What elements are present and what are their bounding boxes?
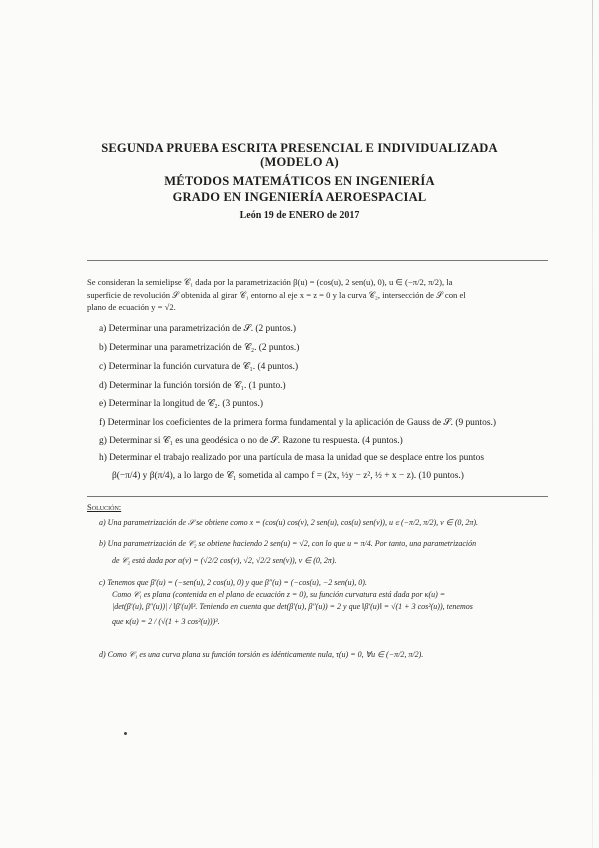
exam-title-line2: (MODELO A) <box>260 155 339 169</box>
question-a: a) Determinar una parametrización de 𝒮. (2 puntos.) <box>99 324 297 334</box>
question-g: g) Determinar si 𝒞₁ es una geodésica o no de 𝒮. Razone tu respuesta. (4 puntos.) <box>99 436 403 446</box>
solution-c-line3: |det(β′(u), β″(u))| / ‖β′(u)‖³. Teniendo en cuenta que det(β′(u), β″(u)) = 2 y que ‖β′(u)‖ = √(1 + 3 cos²(u)), tenemos <box>112 602 473 611</box>
statement-line1: Se consideran la semielipse 𝒞₁ dada por la parametrización β(u) = (cos(u), 2 sen(u), 0), u ∈ (−π/2, π/2), la <box>87 277 453 287</box>
solution-heading: Solución: <box>87 502 122 512</box>
solution-c-line4: que κ(u) = 2 / (√(1 + 3 cos²(u)))³. <box>112 617 220 626</box>
statement-line2: superficie de revolución 𝒮 obtenida al girar 𝒞₁ entorno al eje x = z = 0 y la curva 𝒞₂, intersección de 𝒮 con el <box>87 290 466 300</box>
question-h-line1: h) Determinar el trabajo realizado por una partícula de masa la unidad que se desplace entre los puntos <box>99 453 485 463</box>
question-f: f) Determinar los coeficientes de la primera forma fundamental y la aplicación de Gauss de 𝒮. (9 puntos.) <box>99 418 496 428</box>
scan-mark <box>124 732 127 735</box>
subject-title: MÉTODOS MATEMÁTICOS EN INGENIERÍA <box>164 174 435 188</box>
solution-c-line2: Como 𝒞₁ es plana (contenida en el plano de ecuación z = 0), su función curvatura está dada por κ(u) = <box>112 590 446 599</box>
page-edge <box>592 0 593 848</box>
exam-date: León 19 de ENERO de 2017 <box>239 210 360 221</box>
question-d: d) Determinar la función torsión de 𝒞₁. (1 punto.) <box>99 381 286 391</box>
top-rule <box>87 260 548 261</box>
solution-b-line2: de 𝒞₂ está dada por α(v) = (√2/2 cos(v), √2, √2/2 sen(v)), v ∈ (0, 2π). <box>112 556 337 565</box>
middle-rule <box>87 496 548 497</box>
solution-a: a) Una parametrización de 𝒮 se obtiene como x = (cos(u) cos(v), 2 sen(u), cos(u) sen(v)), u ∈ (−π/2, π/2), v ∈ (0, 2π). <box>99 518 479 527</box>
question-b: b) Determinar una parametrización de 𝒞₂. (2 puntos.) <box>99 343 300 353</box>
question-c: c) Determinar la función curvatura de 𝒞₁. (4 puntos.) <box>99 362 299 372</box>
question-e: e) Determinar la longitud de 𝒞₂. (3 puntos.) <box>99 399 263 409</box>
solution-c-line1: c) Tenemos que β′(u) = (−sen(u), 2 cos(u), 0) y que β″(u) = (−cos(u), −2 sen(u), 0). <box>99 578 367 587</box>
exam-title-line1: SEGUNDA PRUEBA ESCRITA PRESENCIAL E INDIVIDUALIZADA <box>101 141 498 155</box>
question-h-line2: β(−π/4) y β(π/4), a lo largo de 𝒞₁ sometida al campo f = (2x, ½y − z², ½ + x − z). (10 puntos.) <box>112 471 464 481</box>
degree-title: GRADO EN INGENIERÍA AEROESPACIAL <box>172 190 427 204</box>
solution-d: d) Como 𝒞₁ es una curva plana su función torsión es idénticamente nula, τ(u) = 0, ∀u ∈ (−π/2, π/2). <box>99 650 424 659</box>
statement-line3: plano de ecuación y = √2. <box>87 302 176 312</box>
solution-b-line1: b) Una parametrización de 𝒞₂ se obtiene haciendo 2 sen(u) = √2, con lo que u = π/4. Por tanto, una parametrización <box>99 539 477 548</box>
